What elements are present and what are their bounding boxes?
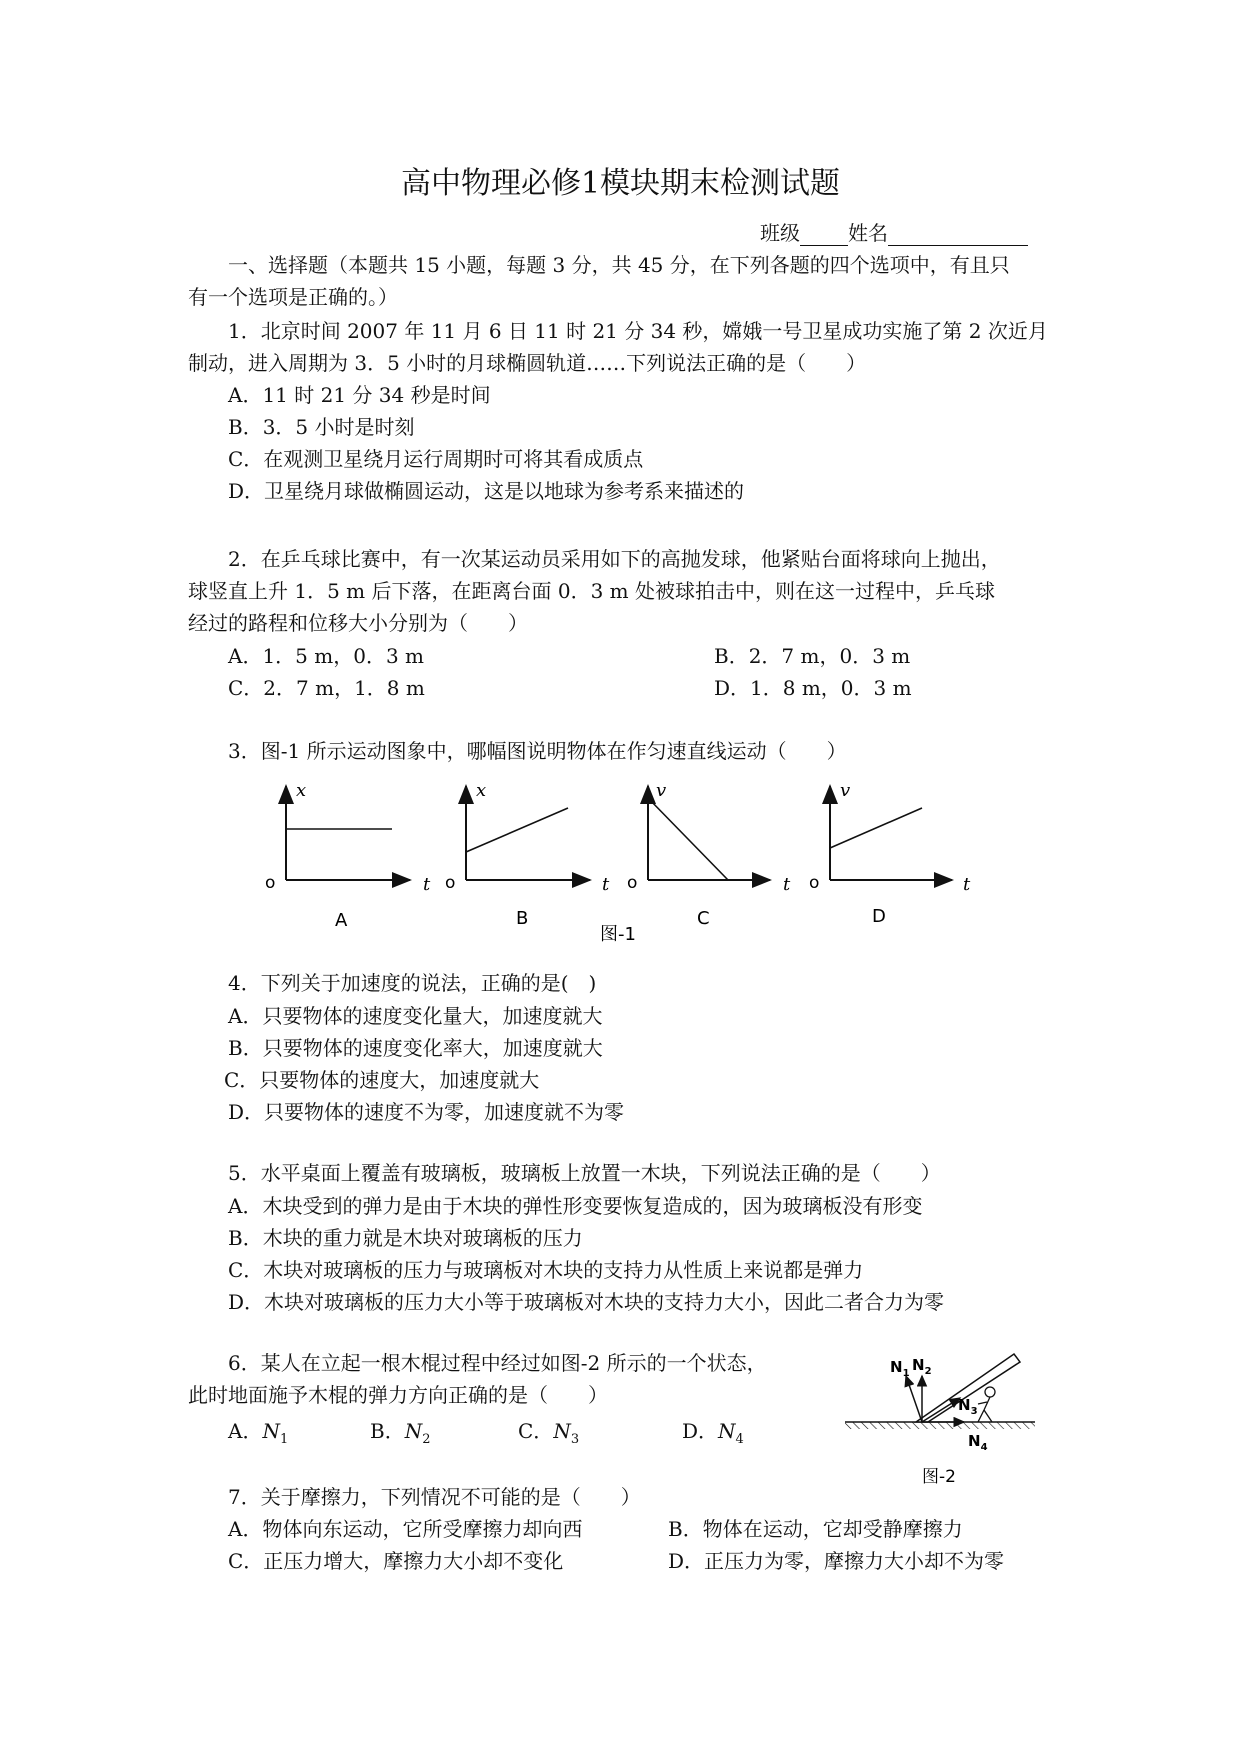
q4-option-c: C．只要物体的速度大，加速度就大	[224, 1068, 540, 1092]
q6-option-b	[370, 1418, 430, 1453]
graph-c	[627, 780, 791, 929]
graph-d-origin: o	[809, 873, 820, 893]
q1-option-a: A．11 时 21 分 34 秒是时间	[228, 383, 491, 407]
q6-line-2: 此时地面施予木棍的弹力方向正确的是（ ）	[188, 1383, 608, 1407]
q4-option-d: D．只要物体的速度不为零，加速度就不为零	[228, 1100, 625, 1124]
force-n1-label: $N_1$	[890, 1358, 910, 1379]
q2-option-c: C．2．7 m，1．8 m	[228, 676, 425, 700]
q6-option-c-sub: 3	[570, 1432, 580, 1447]
q6-option-b-sub: 2	[422, 1432, 431, 1447]
q7-option-d: D．正压力为零，摩擦力大小却不为零	[668, 1549, 1005, 1573]
q2-option-d: D．1．8 m，0．3 m	[714, 676, 912, 700]
q1-option-b: B．3．5 小时是时刻	[228, 415, 415, 439]
force-n4-label: $N_4$	[968, 1432, 988, 1453]
q7-option-c: C．正压力增大，摩擦力大小却不变化	[228, 1549, 564, 1573]
person-icon	[978, 1387, 995, 1422]
q6-option-c-letter: N	[553, 1419, 571, 1443]
graph-a-y-axis-label: x	[296, 780, 307, 801]
q5-option-c: C．木块对玻璃板的压力与玻璃板对木块的支持力从性质上来说都是弹力	[228, 1258, 864, 1282]
q6-option-c	[518, 1418, 579, 1453]
q5-option-b: B．木块的重力就是木块对玻璃板的压力	[228, 1226, 583, 1250]
graph-c-y-axis-label: v	[656, 780, 667, 801]
graph-d	[809, 780, 971, 927]
class-blank	[800, 225, 848, 246]
graph-b-label: B	[516, 908, 529, 929]
graph-a	[265, 780, 431, 931]
q7-line-1: 7．关于摩擦力，下列情况不可能的是（ ）	[228, 1485, 641, 1509]
q3-line-1: 3．图-1 所示运动图象中，哪幅图说明物体在作匀速直线运动（ ）	[228, 739, 847, 763]
q7-option-b: B．物体在运动，它却受静摩擦力	[668, 1517, 963, 1541]
figure-2-caption: 图-2	[922, 1467, 956, 1487]
q4-option-a: A．只要物体的速度变化量大，加速度就大	[228, 1004, 603, 1028]
graph-a-label: A	[335, 910, 348, 931]
graph-d-y-axis-label: v	[840, 780, 851, 801]
page-title: 高中物理必修1模块期末检测试题	[400, 166, 841, 201]
q1-line-2: 制动，进入周期为 3．5 小时的月球椭圆轨道……下列说法正确的是（ ）	[188, 351, 867, 375]
q2-line-2: 球竖直上升 1．5 m 后下落，在距离台面 0．3 m 处被球拍击中，则在这一过程中，乒乓球	[188, 579, 995, 603]
graph-b-y-axis-label: x	[476, 780, 487, 801]
q1-line-1: 1．北京时间 2007 年 11 月 6 日 11 时 21 分 34 秒，嫦娥一号卫星成功实施了第 2 次近月	[228, 319, 1048, 343]
q2-option-a: A．1．5 m，0．3 m	[228, 644, 424, 668]
force-n2-label: $N_2$	[912, 1356, 932, 1377]
q2-line-1: 2．在乒乓球比赛中，有一次某运动员采用如下的高抛发球，他紧贴台面将球向上抛出，	[228, 547, 1001, 571]
graph-a-origin: o	[265, 873, 276, 893]
graph-b-line	[466, 808, 568, 852]
force-n1-arrow	[906, 1376, 922, 1422]
q6-option-d-sub: 4	[735, 1432, 744, 1447]
q6-option-d-prefix: D．	[682, 1419, 719, 1443]
q6-option-a-letter: N	[262, 1419, 280, 1443]
class-label: 班级	[760, 221, 800, 245]
q5-option-a: A．木块受到的弹力是由于木块的弹性形变要恢复造成的，因为玻璃板没有形变	[228, 1194, 923, 1218]
q4-line-1: 4．下列关于加速度的说法，正确的是( )	[228, 971, 597, 995]
graph-d-x-axis-label: t	[963, 874, 971, 895]
q5-line-1: 5．水平桌面上覆盖有玻璃板，玻璃板上放置一木块，下列说法正确的是（ ）	[228, 1161, 941, 1185]
graph-a-x-axis-label: t	[423, 874, 431, 895]
name-blank	[888, 225, 1028, 246]
name-label: 姓名	[848, 221, 888, 245]
q6-line-1: 6．某人在立起一根木棍过程中经过如图-2 所示的一个状态，	[228, 1351, 767, 1375]
graph-b-x-axis-label: t	[602, 874, 610, 895]
q6-option-d	[682, 1418, 744, 1453]
graph-d-label: D	[872, 906, 886, 927]
q6-option-a-prefix: A．	[228, 1419, 263, 1443]
q7-option-a: A．物体向东运动，它所受摩擦力却向西	[228, 1517, 583, 1541]
q2-option-b: B．2．7 m，0．3 m	[714, 644, 911, 668]
q6-option-b-letter: N	[404, 1419, 423, 1443]
graph-b-origin: o	[445, 873, 456, 893]
graph-c-origin: o	[627, 873, 638, 893]
force-n3-arrow	[922, 1398, 960, 1422]
graph-c-x-axis-label: t	[783, 874, 791, 895]
q6-option-a-sub: 1	[279, 1432, 289, 1447]
graph-b	[445, 780, 610, 929]
q1-option-d: D．卫星绕月球做椭圆运动，这是以地球为参考系来描述的	[228, 479, 745, 503]
q6-option-c-prefix: C．	[518, 1419, 554, 1443]
section-line-1: 一、选择题（本题共 15 小题，每题 3 分，共 45 分，在下列各题的四个选项中，有且只	[228, 253, 1010, 277]
graph-d-line	[830, 808, 922, 848]
q1-option-c: C．在观测卫星绕月运行周期时可将其看成质点	[228, 447, 644, 471]
ground-hatch	[845, 1422, 1035, 1429]
figure-2-stick-diagram	[840, 1342, 1040, 1492]
q5-option-d: D．木块对玻璃板的压力大小等于玻璃板对木块的支持力大小，因此二者合力为零	[228, 1290, 945, 1314]
figure-1-caption: 图-1	[600, 924, 636, 945]
graph-c-label: C	[697, 908, 710, 929]
q2-line-3: 经过的路程和位移大小分别为（ ）	[188, 611, 528, 635]
graph-c-line	[648, 798, 728, 880]
q6-option-d-letter: N	[718, 1419, 736, 1443]
force-n3-label: $N_3$	[958, 1396, 978, 1417]
class-name-line	[760, 220, 1028, 246]
section-line-2: 有一个选项是正确的。）	[188, 285, 398, 309]
q6-option-b-prefix: B．	[370, 1419, 405, 1443]
q4-option-b: B．只要物体的速度变化率大，加速度就大	[228, 1036, 603, 1060]
q6-option-a	[228, 1418, 288, 1453]
figure-1-motion-graphs	[250, 776, 990, 946]
